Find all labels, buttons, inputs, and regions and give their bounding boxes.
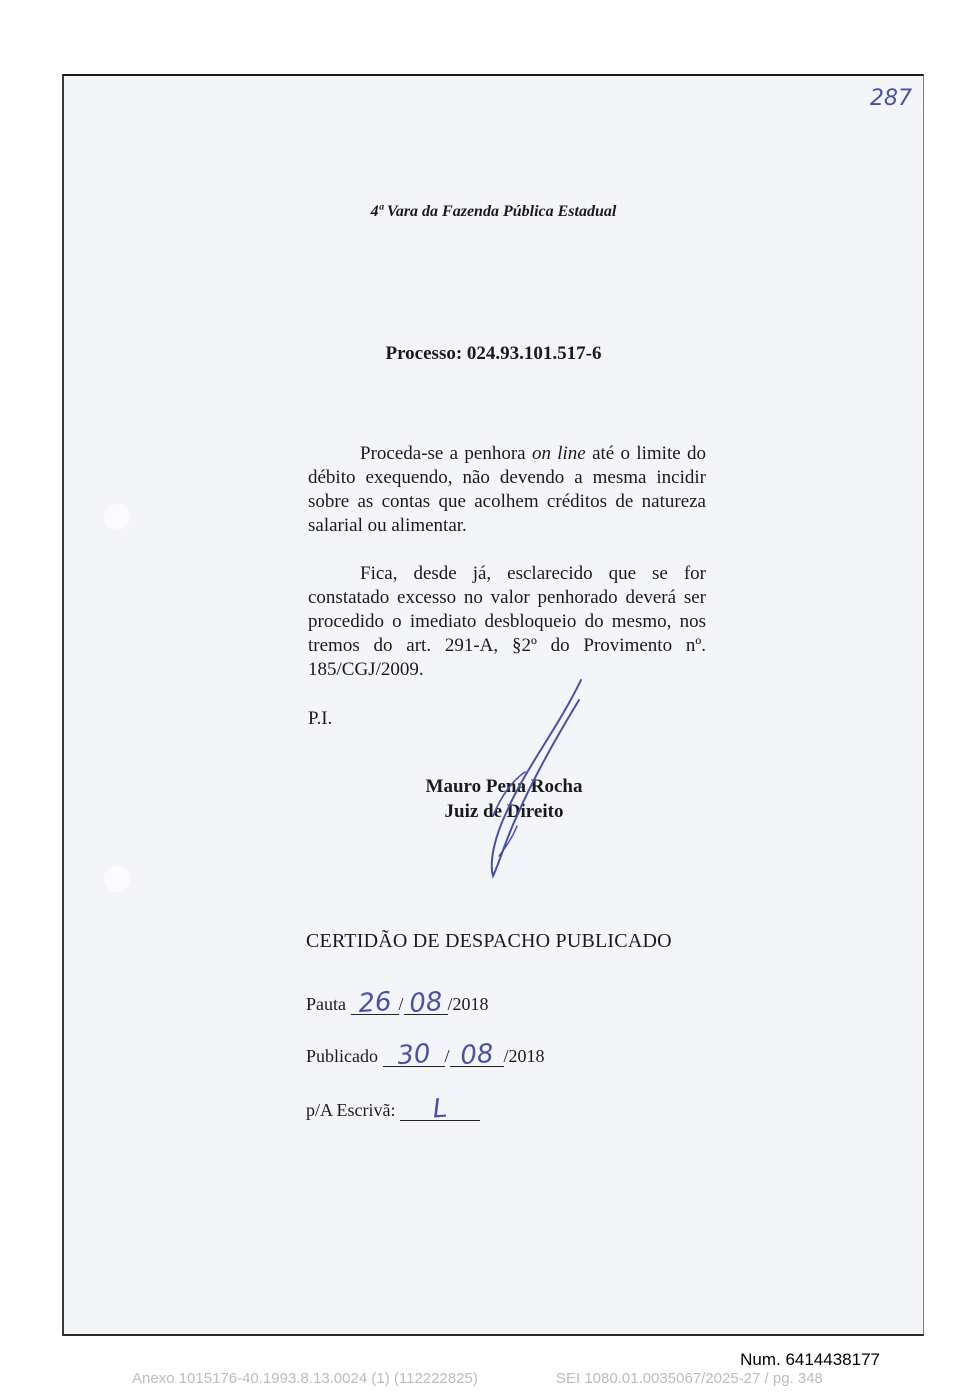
paragraph-penhora-italic: on line	[531, 443, 586, 464]
annex-reference: Anexo 1015176-40.1993.8.13.0024 (1) (112222825)	[132, 1370, 478, 1387]
escriva-label: p/A Escrivã:	[306, 1100, 396, 1120]
escriva-initial-handwritten: L	[431, 1093, 449, 1125]
escriva-line	[306, 1093, 480, 1125]
closing-pi: P.I.	[308, 708, 333, 729]
publicado-month-handwritten: 08	[458, 1038, 495, 1072]
judge-title: Juiz de Direito	[444, 801, 564, 822]
punch-hole	[104, 504, 130, 530]
pauta-month-blank	[404, 986, 448, 1020]
pauta-year: /2018	[447, 994, 489, 1014]
handwritten-page-number: 287	[870, 86, 912, 111]
pauta-line: Pauta 26 / 08 /2018	[306, 986, 489, 1020]
publicado-label: Publicado	[306, 1046, 378, 1066]
pauta-day-blank	[351, 986, 399, 1020]
publicado-line: Publicado 30 / 08 /2018	[306, 1038, 545, 1072]
process-number: Processo: 024.93.101.517-6	[385, 343, 602, 364]
certificate-title: CERTIDÃO DE DESPACHO PUBLICADO	[306, 930, 672, 952]
paragraph-penhora	[308, 442, 706, 538]
paragraph-penhora-end: até o limite do débito exequendo, não devendo a mesma incidir sobre as contas que acolhem créditos de natureza salarial ou alimentar.	[308, 443, 706, 536]
publicado-day-blank	[383, 1038, 445, 1072]
escriva-blank	[400, 1093, 480, 1125]
scanned-page	[62, 74, 924, 1336]
paragraph-penhora-start: Proceda-se a penhora	[360, 443, 532, 464]
punch-hole	[104, 866, 130, 892]
judge-signature	[429, 676, 629, 896]
paragraph-excesso-text: Fica, desde já, esclarecido que se for constatado excesso no valor penhorado deverá ser procedido o imediato desbloqueio do mesmo, nos tremos do art. 291-A, §2º do Provimento nº. 185/CGJ/2009.	[308, 563, 706, 680]
pauta-label: Pauta	[306, 994, 346, 1014]
judge-name: Mauro Pena Rocha	[425, 776, 583, 797]
paragraph-excesso	[308, 562, 706, 682]
sei-reference: SEI 1080.01.0035067/2025-27 / pg. 348	[556, 1370, 823, 1387]
pauta-month-handwritten: 08	[407, 986, 444, 1020]
publicado-year: /2018	[503, 1046, 545, 1066]
court-name: 4ª Vara da Fazenda Pública Estadual	[370, 203, 617, 220]
publicado-month-blank	[450, 1038, 504, 1072]
pauta-day-handwritten: 26	[356, 986, 393, 1020]
document-number: Num. 6414438177	[740, 1350, 880, 1369]
publicado-day-handwritten: 30	[395, 1038, 432, 1072]
